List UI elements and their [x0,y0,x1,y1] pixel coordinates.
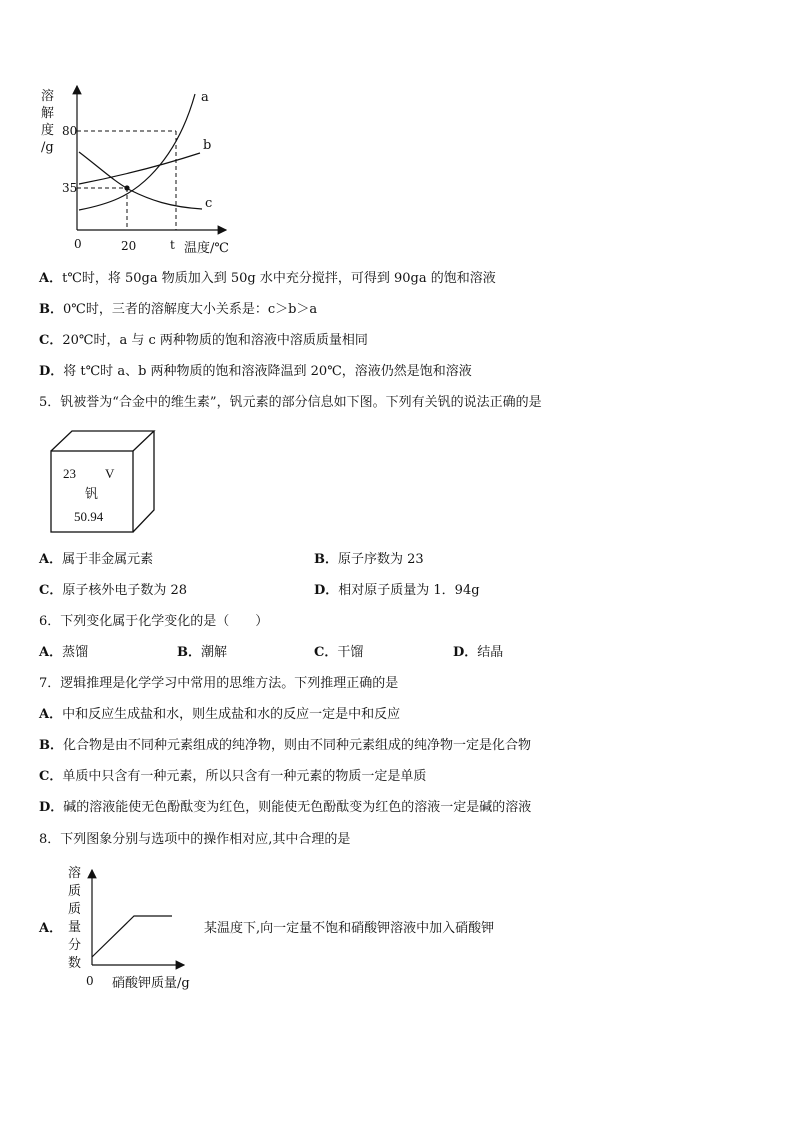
y-axis-label-char: 度 [41,123,55,138]
atomic-mass: 50.94 [74,509,104,524]
option-text: 潮解 [201,645,228,660]
y-axis-label-char: 质 [68,902,82,917]
element-card-vanadium [50,430,158,534]
element-symbol: V [105,466,115,481]
q8-stem: 8．下列图象分别与选项中的操作相对应,其中合理的是 [39,832,351,847]
curve-b-label: b [203,138,212,153]
option-key: B． [314,552,338,567]
option-text: 干馏 [337,645,364,660]
option-key: C． [39,583,63,598]
origin-label: 0 [74,237,82,251]
option-key: B． [39,738,63,753]
q7-stem: 7．逻辑推理是化学学习中常用的思维方法。下列推理正确的是 [39,676,399,691]
y-axis-label-char: 数 [68,956,82,971]
option-key: C． [39,333,63,348]
option-text: 化合物是由不同种元素组成的纯净物，则由不同种元素组成的纯净物一定是化合物 [63,738,532,753]
option-key: A． [39,707,63,722]
q7-option-b [39,737,531,755]
option-text: 碱的溶液能使无色酚酞变为红色，则能使无色酚酞变为红色的溶液一定是碱的溶液 [63,800,532,815]
element-card-side [133,431,154,532]
option-key: D． [39,800,64,815]
q8-option-a-text: 某温度下,向一定量不饱和硝酸钾溶液中加入硝酸钾 [204,921,495,936]
atomic-number: 23 [63,466,76,481]
q5-option-d [314,582,480,600]
element-name: 钒 [85,486,99,501]
q7-option-c [39,768,426,786]
y-axis-label-char: /g [41,140,54,155]
y-axis-label-char: 溶 [41,89,55,104]
y-axis-label-char: 分 [68,938,82,953]
y-axis-label-char: 量 [68,920,82,935]
x-tick-t: t [170,238,175,252]
solubility-graph [30,80,250,262]
mass-fraction-graph [62,862,202,992]
option-key: C． [314,645,338,660]
x-axis-label: 硝酸钾质量/g [112,976,190,991]
y-tick-80: 80 [62,124,78,138]
option-text: 中和反应生成盐和水，则生成盐和水的反应一定是中和反应 [62,707,401,722]
option-text: 结晶 [477,645,504,660]
y-axis-label-char: 质 [68,884,82,899]
option-key: C． [39,769,63,784]
y-axis-label-char: 解 [41,106,55,121]
q8-option-a-key [39,920,62,938]
option-text: 20℃时，a 与 c 两种物质的饱和溶液中溶质质量相同 [62,333,368,348]
x-axis-label: 温度/℃ [184,241,229,256]
mass-fraction-line [92,916,172,957]
option-text: 将 t℃时 a、b 两种物质的饱和溶液降温到 20℃，溶液仍然是饱和溶液 [63,364,472,379]
option-key: A． [39,645,63,660]
option-text: 蒸馏 [62,645,89,660]
origin-label: 0 [86,974,94,988]
curve-a-label: a [201,90,209,105]
q4-option-b [39,301,317,319]
option-text: 属于非金属元素 [62,552,154,567]
option-key: D． [453,645,478,660]
curve-c-label: c [205,196,213,211]
q5-option-a [39,551,153,569]
option-text: 原子核外电子数为 28 [62,583,188,598]
q6-stem: 6．下列变化属于化学变化的是（ ） [39,614,269,629]
intersection-point [124,185,129,190]
option-key: D． [39,364,64,379]
q5-stem: 5．钒被誉为“合金中的维生素”，钒元素的部分信息如下图。下列有关钒的说法正确的是 [39,395,542,410]
option-text: 0℃时，三者的溶解度大小关系是：c＞b＞a [63,302,318,317]
q4-option-d [39,363,472,381]
option-key: A． [39,271,63,286]
curve-a [79,94,195,210]
q7-option-d [39,799,531,817]
y-tick-35: 35 [62,181,78,195]
element-card-top [51,431,154,451]
q5-option-b [314,551,424,569]
option-key: D． [314,583,339,598]
q6-option-c [314,644,363,662]
q4-option-a [39,270,496,288]
option-text: t℃时，将 50ga 物质加入到 50g 水中充分搅拌，可得到 90ga 的饱和溶液 [62,271,496,286]
option-text: 单质中只含有一种元素，所以只含有一种元素的物质一定是单质 [62,769,427,784]
option-key: A． [39,552,63,567]
option-text: 相对原子质量为 1．94g [338,583,480,598]
q5-option-c [39,582,187,600]
curve-b [79,153,200,184]
option-text: 原子序数为 23 [338,552,424,567]
y-axis-label-char: 溶 [68,866,82,881]
q6-option-b [177,644,227,662]
option-key: B． [39,302,63,317]
q4-option-c [39,332,368,350]
q6-option-d [453,644,503,662]
option-key: A． [39,921,63,936]
x-tick-20: 20 [121,239,137,253]
q6-option-a [39,644,88,662]
q7-option-a [39,706,400,724]
option-key: B． [177,645,201,660]
